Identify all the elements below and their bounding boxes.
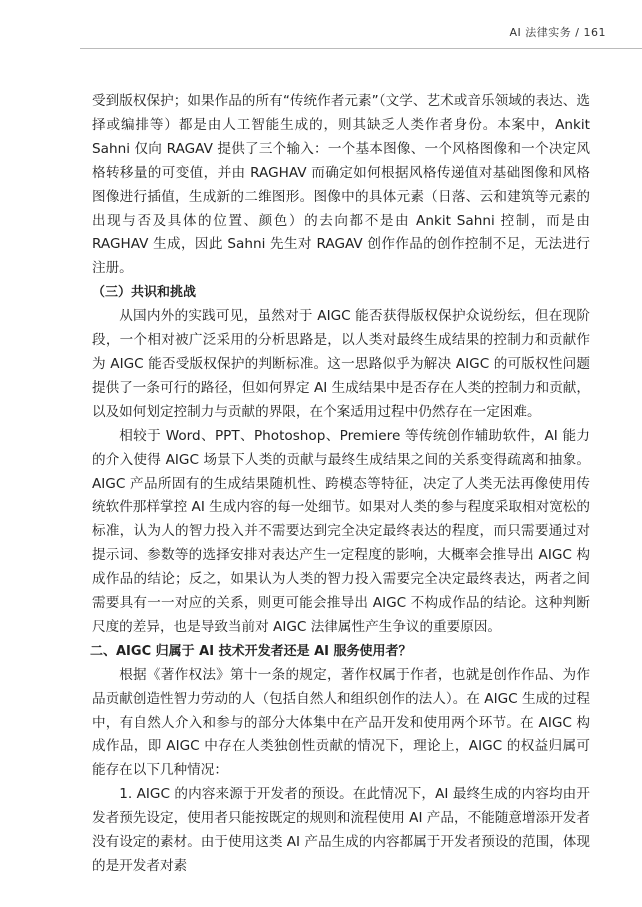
page-body <box>92 90 590 879</box>
running-header: AI 法律实务 / 161 <box>509 26 606 39</box>
section-heading-consensus: （三）共识和挑战 <box>92 285 197 301</box>
header-divider <box>80 48 642 49</box>
paragraph-2: 从国内外的实践可见，虽然对于 AIGC 能否获得版权保护众说纷纭，但在现阶段，一个相对被广泛采用的分析思路是，以人类对最终生成结果的控制力和贡献作为 AIGC 能否受版权保护的判断标准。这一思路似乎为解决 AIGC 的可版权性问题提供了一条可行的路径，但如何界定 AI 生成结果中是否存在人类的控制力和贡献，以及如何划定控制力与贡献的界限，在个案适用过程中仍然存在一定困难。 <box>92 308 590 420</box>
paragraph-5: 1. AIGC 的内容来源于开发者的预设。在此情况下，AI 最终生成的内容均由开发者预先设定，使用者只能按既定的规则和流程使用 AI 产品，不能随意增添开发者没有设定的素材。由于使用这类 AI 产品生成的内容都属于开发者预设的范围，体现的是开发者对素 <box>92 786 590 874</box>
section-heading-ownership: 二、AIGC 归属于 AI 技术开发者还是 AI 服务使用者？ <box>90 643 412 659</box>
paragraph-3: 相较于 Word、PPT、Photoshop、Premiere 等传统创作辅助软件，AI 能力的介入使得 AIGC 场景下人类的贡献与最终生成结果之间的关系变得疏离和抽象。AIGC 产品所固有的生成结果随机性、跨模态等特征，决定了人类无法再像使用传统软件那样掌控 AI 生成内容的每一处细节。如果对人类的参与程度采取相对宽松的标准，认为人的智力投入并不需要达到完全决定最终表达的程度，而只需要通过对提示词、参数等的选择安排对表达产生一定程度的影响，大概率会推导出 AIGC 构成作品的结论；反之，如果认为人类的智力投入需要完全决定最终表达，两者之间需要具有一一对应的关系，则更可能会推导出 AIGC 不构成作品的结论。这种判断尺度的差异，也是导致当前对 AIGC 法律属性产生争议的重要原因。 <box>92 427 590 635</box>
paragraph-4: 根据《著作权法》第十一条的规定，著作权属于作者，也就是创作作品、为作品贡献创造性智力劳动的人（包括自然人和组织创作的法人）。在 AIGC 生成的过程中，有自然人介入和参与的部分大体集中在产品开发和使用两个环节。在 AIGC 构成作品，即 AIGC 中存在人类独创性贡献的情况下，理论上，AIGC 的权益归属可能存在以下几种情况： <box>92 666 590 779</box>
paragraph-1: 受到版权保护；如果作品的所有“传统作者元素”（文学、艺术或音乐领域的表达、选择或编排等）都是由人工智能生成的，则其缺乏人类作者身份。本案中，Ankit Sahni 仅向 RAGAV 提供了三个输入：一个基本图像、一个风格图像和一个决定风格转移量的可变值，并由 RAGHAV 而确定如何根据风格传递值对基础图像和风格图像进行插值，生成新的二维图形。图像中的具体元素（日落、云和建筑等元素的出现与否及具体的位置、颜色）的去向都不是由 Ankit Sahni 控制，而是由 RAGHAV 生成，因此 Sahni 先生对 RAGAV 创作作品的创作控制不足，无法进行注册。 <box>92 93 590 277</box>
